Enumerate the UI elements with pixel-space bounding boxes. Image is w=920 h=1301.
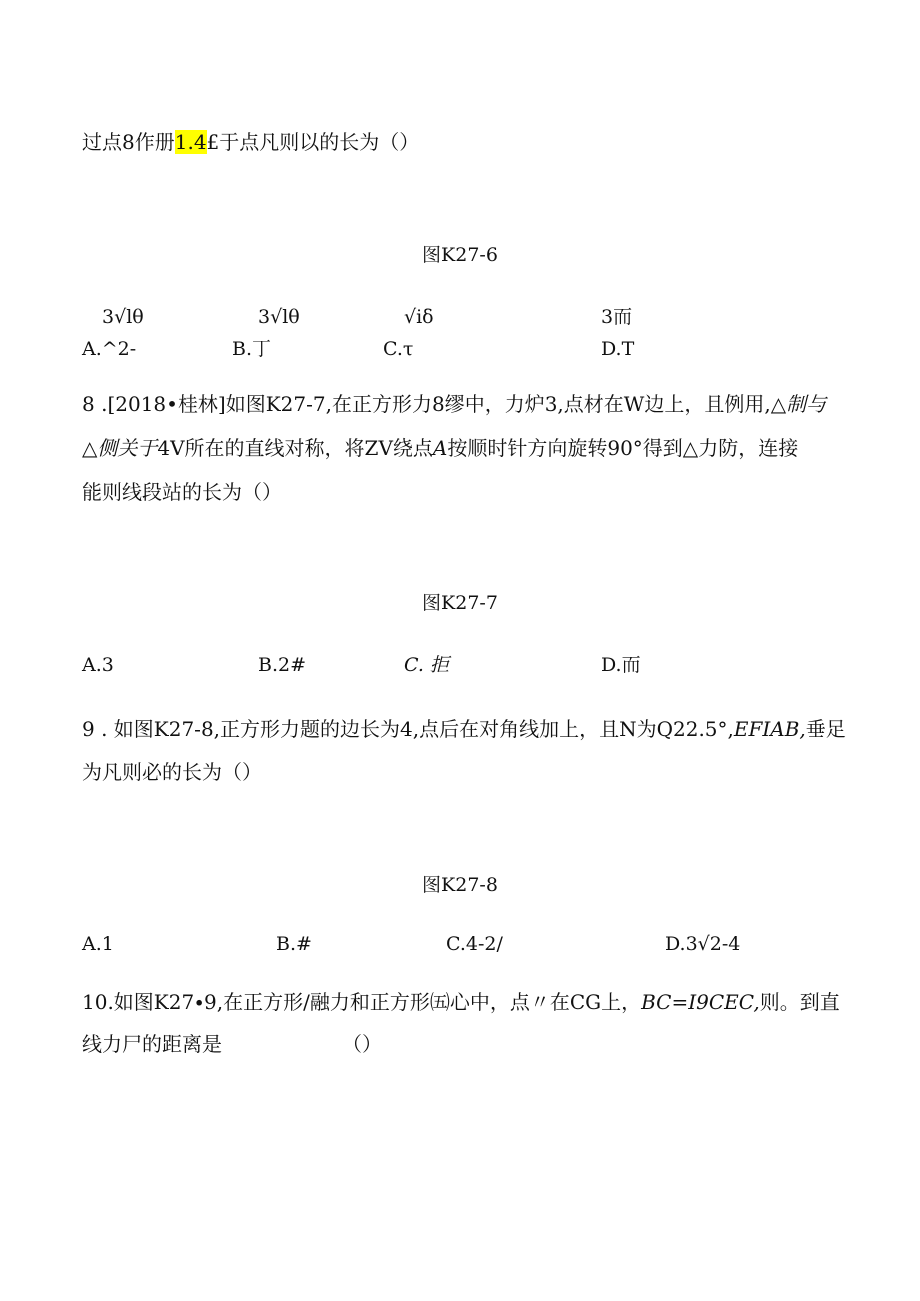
q8-stem-text-1: 8 .[2018•桂林]如图K27-7,在正方形力8缪中，力炉3,点材在W边上，且例用,	[82, 392, 771, 416]
q7-option-a: A.^2-	[82, 338, 137, 360]
q8-option-a: A.3	[82, 654, 114, 676]
q10-stem-line-1	[82, 988, 840, 1016]
q7-figure-caption: 图K27-6	[422, 244, 498, 266]
q10-stem-italic: BC=I9CEC,	[641, 990, 760, 1014]
q9-option-d: D.3√2-4	[665, 933, 741, 955]
q9-figure-caption: 图K27-8	[422, 874, 498, 896]
q8-option-b: B.2#	[258, 654, 307, 676]
q9-option-a: A.1	[82, 933, 114, 955]
q7-stem-part1: 过点8作册	[82, 130, 175, 154]
q7-stem-highlight: 1.4	[174, 130, 207, 154]
q7-stem-part2: £于点凡则以的长为（）	[206, 130, 420, 154]
q7-stem-line	[82, 128, 419, 156]
q7-option-b: B.丁	[232, 338, 272, 360]
q10-stem-line-2: 线力尸的距离是	[82, 1032, 222, 1056]
q10-stem-text-1: 10.如图K27∙9,在正方形/融力和正方形㈤心中，点〃在CG上，	[82, 990, 642, 1014]
q9-stem-line-1	[82, 715, 846, 743]
q7-option-c: C.τ	[383, 338, 414, 360]
q7-option-d: D.T	[601, 338, 635, 360]
q9-stem-line-2: 为凡则必的长为（）	[82, 760, 262, 784]
q8-figure-caption: 图K27-7	[422, 592, 498, 614]
q9-stem-text-2: 垂足	[805, 717, 846, 741]
q8-stem-italic-3: A	[432, 436, 448, 460]
q8-stem-text-2: 4V所在的直线对称，将ZV绕点	[157, 436, 433, 460]
q8-stem-line-1	[82, 390, 826, 418]
q8-option-d: D.而	[601, 654, 641, 676]
q9-stem-italic: EFIAB,	[733, 717, 806, 741]
q7-option-d-top: 3而	[601, 306, 633, 328]
q7-option-a-top: 3√lθ	[102, 306, 144, 328]
q7-option-c-top: √iδ	[404, 306, 434, 328]
q8-stem-text-3: 按顺时针方向旋转90°得到△力防，连接	[447, 436, 799, 460]
q8-stem-line-3: 能则线段站的长为（）	[82, 480, 282, 504]
q8-stem-line-2	[82, 434, 798, 462]
q7-option-b-top: 3√lθ	[258, 306, 300, 328]
q9-stem-text-1: 9 . 如图K27-8,正方形力题的边长为4,点后在对角线加上，且N为Q22.5°,	[82, 717, 734, 741]
q9-option-c: C.4-2/	[446, 933, 503, 955]
q9-option-b: B.#	[276, 933, 312, 955]
q10-answer-paren: （）	[342, 1032, 382, 1056]
q8-option-c: C. 拒	[404, 654, 449, 676]
q8-stem-italic-2: △侧关于	[82, 436, 158, 460]
q8-stem-italic-1: △制与	[770, 392, 827, 416]
q10-stem-text-2: 则。到直	[759, 990, 840, 1014]
